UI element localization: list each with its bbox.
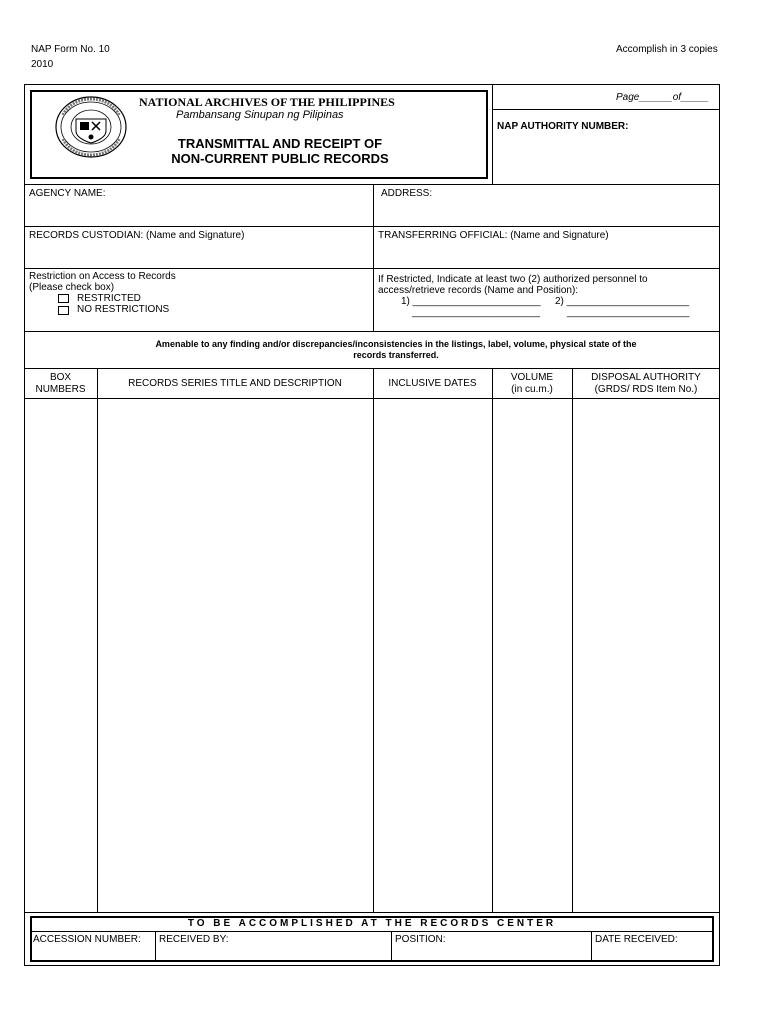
col-header-box-numbers [24, 372, 97, 396]
personnel-instructions-line2: access/retrieve records (Name and Position): [378, 285, 579, 296]
discrepancy-notice-line2: records transferred. [353, 350, 439, 360]
personnel-1-field-cont[interactable]: _______________________ [412, 307, 540, 318]
restriction-hint: (Please check box) [29, 282, 115, 293]
field-column-divider [373, 184, 374, 331]
row-divider [24, 368, 720, 369]
form-number: NAP Form No. 10 [31, 44, 110, 55]
restriction-title: Restriction on Access to Records [29, 271, 176, 282]
received-by-field[interactable]: RECEIVED BY: [159, 934, 229, 945]
col-header-volume [492, 372, 572, 396]
nap-seal-icon [54, 95, 128, 159]
address-field[interactable]: ADDRESS: [381, 188, 433, 199]
row-divider [24, 184, 720, 185]
nap-authority-label: NAP AUTHORITY NUMBER: [497, 121, 629, 132]
no-restrictions-checkbox[interactable] [58, 306, 69, 315]
col-header-series: RECORDS SERIES TITLE AND DESCRIPTION [128, 378, 342, 389]
footer-divider [591, 932, 592, 961]
page-of-field[interactable]: Page______of_____ [616, 92, 709, 103]
date-received-field[interactable]: DATE RECEIVED: [595, 934, 678, 945]
agency-subtitle: Pambansang Sinupan ng Pilipinas [176, 109, 344, 121]
row-divider [24, 912, 720, 913]
agency-title: NATIONAL ARCHIVES OF THE PHILIPPINES [139, 95, 395, 109]
col-header-box-line1: BOX [49, 372, 72, 383]
discrepancy-notice-line1: Amenable to any finding and/or discrepancies/inconsistencies in the listings, label, volume, physical state of the [155, 339, 637, 349]
col-header-volume-line2: (in cu.m.) [511, 384, 553, 395]
copies-note: Accomplish in 3 copies [616, 44, 718, 55]
footer-divider [155, 932, 156, 961]
footer-divider [391, 932, 392, 961]
table-column-divider [97, 368, 98, 912]
restricted-label: RESTRICTED [77, 293, 141, 304]
col-header-box-line2: NUMBERS [35, 384, 86, 395]
col-header-volume-line1: VOLUME [510, 372, 554, 383]
table-column-divider [373, 368, 374, 912]
col-header-disposal-line1: DISPOSAL AUTHORITY [591, 372, 701, 383]
records-center-heading: TO BE ACCOMPLISHED AT THE RECORDS CENTER [187, 918, 557, 929]
row-divider [24, 398, 720, 399]
row-divider [24, 268, 720, 269]
form-year: 2010 [31, 59, 54, 70]
personnel-1-field[interactable]: 1) _______________________ [401, 296, 541, 307]
form-title-line2: NON-CURRENT PUBLIC RECORDS [171, 151, 389, 166]
restricted-checkbox[interactable] [58, 294, 69, 303]
table-column-divider [572, 368, 573, 912]
table-column-divider [492, 368, 493, 912]
form-outer-border [24, 84, 720, 966]
personnel-instructions-line1: If Restricted, Indicate at least two (2) authorized personnel to [378, 274, 648, 285]
header-divider [492, 84, 493, 184]
form-title-line1: TRANSMITTAL AND RECEIPT OF [177, 136, 383, 151]
col-header-dates: INCLUSIVE DATES [388, 378, 477, 389]
col-header-disposal [572, 372, 720, 396]
no-restrictions-label: NO RESTRICTIONS [77, 304, 170, 315]
personnel-2-field[interactable]: 2) ______________________ [555, 296, 690, 307]
personnel-2-field-cont[interactable]: ______________________ [567, 307, 690, 318]
row-divider [24, 226, 720, 227]
agency-name-field[interactable]: AGENCY NAME: [29, 188, 106, 199]
records-custodian-field[interactable]: RECORDS CUSTODIAN: (Name and Signature) [29, 230, 245, 241]
transferring-official-field[interactable]: TRANSFERRING OFFICIAL: (Name and Signature) [378, 230, 609, 241]
accession-number-field[interactable]: ACCESSION NUMBER: [33, 934, 141, 945]
row-divider [24, 331, 720, 332]
position-field[interactable]: POSITION: [395, 934, 446, 945]
page-divider [492, 109, 720, 110]
records-center-divider [31, 931, 713, 932]
col-header-disposal-line2: (GRDS/ RDS Item No.) [594, 384, 698, 395]
